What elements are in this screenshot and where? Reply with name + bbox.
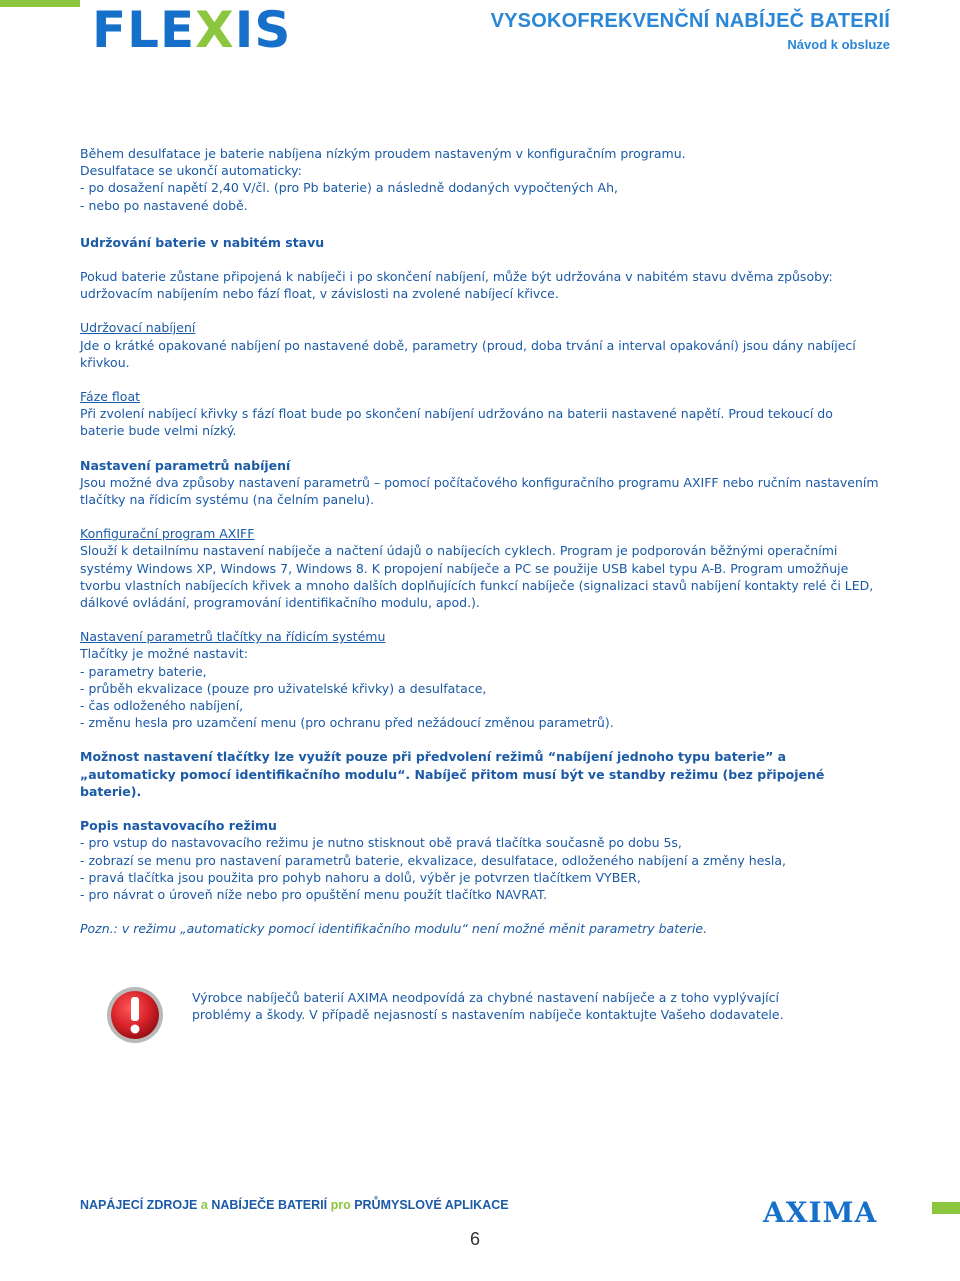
logo-accent-bar: [0, 0, 80, 7]
exclamation-icon: [105, 985, 165, 1045]
subheading-buttons: Nastavení parametrů tlačítky na řídicím systému: [80, 629, 386, 645]
footer-text: PRŮMYSLOVÉ APLIKACE: [354, 1198, 509, 1212]
document-subtitle: Návod k obsluze: [787, 37, 890, 52]
setup-line: - zobrazí se menu pro nastavení parametrů baterie, ekvalizace, desulfatace, odloženého nabíjení a změny hesla,: [80, 852, 787, 868]
footer-accent-bar: [932, 1202, 960, 1214]
footer-text: NAPÁJECÍ ZDROJE: [80, 1198, 198, 1212]
intro-line: Během desulfatace je baterie nabíjena nízkým proudem nastaveným v konfiguračním programu.: [80, 146, 686, 161]
logo-text-x: X: [195, 1, 235, 59]
subheading-maint-charge: Udržovací nabíjení: [80, 320, 196, 336]
section-heading-maintain: Udržování baterie v nabitém stavu: [80, 234, 325, 250]
footer-conj: pro: [330, 1198, 351, 1212]
note-italic: Pozn.: v režimu „automaticky pomocí identifikačního modulu“ není možné měnit parametry baterie.: [80, 921, 708, 937]
setup-line: - pro návrat o úroveň níže nebo pro opuštění menu použít tlačítko NAVRAT.: [80, 886, 548, 902]
document-title: VYSOKOFREKVENČNÍ NABÍJEČ BATERIÍ: [490, 10, 890, 32]
footer-conj: a: [200, 1198, 208, 1212]
float-paragraph: Při zvolení nabíjecí křivky s fází float bude po skončení nabíjení udržováno na baterii nastavené napětí. Proud tekoucí do baterie bude velmi nízký.: [80, 406, 833, 439]
setup-line: - pro vstup do nastavovacího režimu je nutno stisknout obě pravá tlačítka současně po dobu 5s,: [80, 835, 682, 851]
params-paragraph: Jsou možné dva způsoby nastavení parametrů – pomocí počítačového konfiguračního programu AXIFF nebo ručním nastavením tlačítky na řídicím systému (na čelním panelu).: [80, 474, 879, 508]
setup-line: - pravá tlačítka jsou použita pro pohyb nahoru a dolů, výběr je potvrzen tlačítkem VYBER,: [80, 869, 641, 885]
page-header: [0, 0, 960, 80]
header-titles: [491, 10, 890, 52]
intro-line: Desulfatace se ukončí automaticky:: [80, 163, 302, 179]
page-number: 6: [470, 1229, 481, 1249]
flexis-logo: [92, 2, 291, 58]
logo-text-part2: IS: [234, 1, 292, 59]
maint-charge-paragraph: Jde o krátké opakované nabíjení po nastavené době, parametry (proud, doba trvání a interval opakování) jsou dány nabíjecí křivkou.: [80, 337, 856, 370]
intro-line: - nebo po nastavené době.: [80, 197, 248, 213]
bold-note: Možnost nastavení tlačítky lze využít pouze při předvolení režimů “nabíjení jednoho typu baterie” a „automaticky pomocí identifikačního modulu“. Nabíječ přitom musí být ve standby režimu (bez připojené baterie).: [80, 749, 825, 799]
section-heading-params: Nastavení parametrů nabíjení: [80, 457, 291, 473]
warning-line: Výrobce nabíječů baterií AXIMA neodpovídá za chybné nastavení nabíječe a z toho vyplývající: [192, 990, 780, 1005]
warning-line: problémy a škody. V případě nejasností s nastavením nabíječe kontaktujte Vašeho dodavatele.: [192, 1007, 784, 1023]
footer-text: NABÍJEČE BATERIÍ: [211, 1198, 328, 1212]
axiff-paragraph: Slouží k detailnímu nastavení nabíječe a načtení údajů o nabíjecích cyklech. Program je podporován běžnými operačními systémy Windows XP, Windows 7, Windows 8. K propojení nabíječe a PC se použije USB kabel typu A-B. Program umožňuje tvorbu vlastních nabíjecích křivek a mnoho dalších doplňujících funkcí nabíječe (signalizaci stavů nabíjení kontakty relé či LED, dálkové ovládání, programování identifikačního modulu, apod.).: [80, 543, 874, 611]
section-heading-setup: Popis nastavovacího režimu: [80, 818, 277, 834]
subheading-axiff: Konfigurační program AXIFF: [80, 526, 255, 542]
main-content: [80, 145, 880, 937]
buttons-line: - průběh ekvalizace (pouze pro uživatelské křivky) a desulfatace,: [80, 680, 487, 696]
maintain-paragraph: Pokud baterie zůstane připojená k nabíječi i po skončení nabíjení, může být udržována v nabitém stavu dvěma způsoby: udržovacím nabíjením nebo fází float, v závislosti na zvolené nabíjecí křivce.: [80, 269, 833, 302]
warning-text: [192, 989, 832, 1023]
logo-text-part1: FLE: [92, 1, 196, 59]
subheading-float: Fáze float: [80, 389, 141, 405]
buttons-line: - čas odloženého nabíjení,: [80, 698, 244, 714]
footer-tagline: [80, 1198, 509, 1212]
intro-line: - po dosažení napětí 2,40 V/čl. (pro Pb baterie) a následně dodaných vypočtených Ah,: [80, 180, 618, 196]
buttons-line: Tlačítky je možné nastavit:: [80, 646, 248, 662]
buttons-line: - změnu hesla pro uzamčení menu (pro ochranu před nežádoucí změnou parametrů).: [80, 715, 614, 731]
axima-logo: AXIMA: [763, 1196, 878, 1229]
buttons-line: - parametry baterie,: [80, 663, 207, 679]
